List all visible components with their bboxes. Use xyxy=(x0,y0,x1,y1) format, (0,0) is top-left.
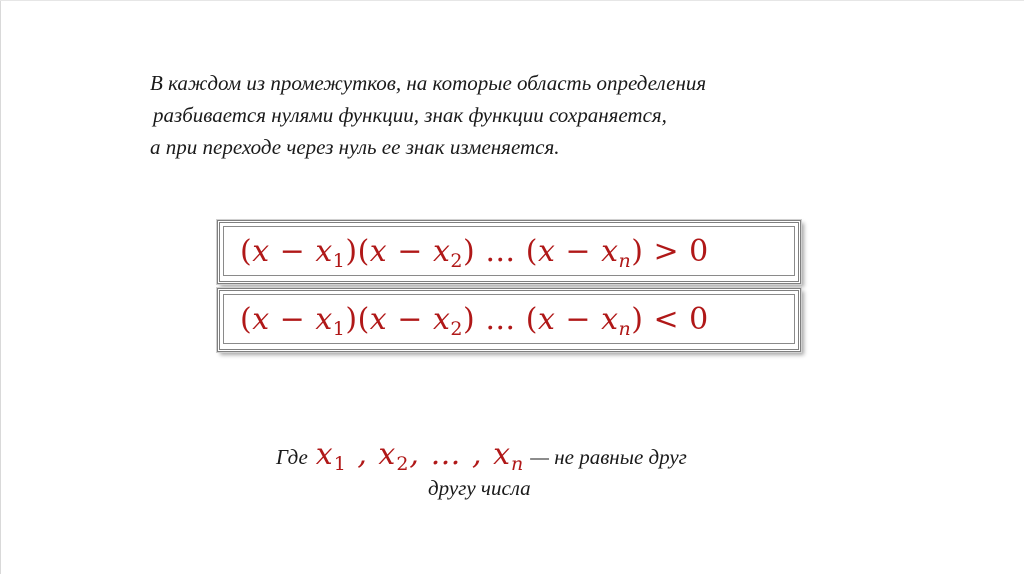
inequality-box-less xyxy=(217,288,801,352)
formula-var: x xyxy=(315,301,333,337)
inequality-formula xyxy=(240,301,709,340)
formula-var: x xyxy=(252,301,270,337)
formula-part: − xyxy=(387,301,433,337)
formula-part: ( xyxy=(240,301,253,337)
root-var: x xyxy=(378,437,397,472)
root-subscript: 2 xyxy=(396,453,410,475)
roots-note-line xyxy=(276,437,776,475)
root-var: x xyxy=(315,437,334,472)
intro-line: разбивается нулями функции, знак функции сохраняется, xyxy=(153,103,667,127)
roots-list xyxy=(315,437,525,475)
formula-part: − xyxy=(555,233,602,269)
slide-edge xyxy=(0,0,1,574)
formula-subscript: 2 xyxy=(450,249,463,272)
formula-var: x xyxy=(601,301,619,337)
intro-paragraph xyxy=(150,67,910,163)
inequality-box-greater xyxy=(217,220,801,284)
inequality-frame xyxy=(223,294,795,344)
note-suffix: — не равные друг xyxy=(530,445,687,469)
slide-edge xyxy=(0,0,1024,1)
formula-subscript: 1 xyxy=(332,249,346,272)
inequality-frame xyxy=(223,226,795,276)
root-separator: , xyxy=(346,437,379,472)
formula-part: ) > 0 xyxy=(631,233,709,269)
formula-part: ) < 0 xyxy=(631,301,709,337)
formula-part: )( xyxy=(345,301,370,337)
formula-part: − xyxy=(269,233,316,269)
roots-note xyxy=(276,437,776,501)
formula-part: ) … ( xyxy=(462,233,538,269)
root-subscript: 1 xyxy=(333,453,347,475)
formula-var: x xyxy=(369,233,388,269)
root-separator: , … , xyxy=(409,437,494,472)
root-subscript: n xyxy=(511,453,525,475)
intro-line: В каждом из промежутков, на которые область определения xyxy=(150,71,707,95)
formula-subscript: 1 xyxy=(332,317,346,340)
note-prefix: Где xyxy=(276,445,308,469)
formula-part: ) … ( xyxy=(462,301,538,337)
formula-var: x xyxy=(537,301,556,337)
formula-part: − xyxy=(387,233,433,269)
formula-var: x xyxy=(601,233,619,269)
formula-var: x xyxy=(252,233,270,269)
formula-var: x xyxy=(369,301,388,337)
intro-line: а при переходе через нуль ее знак изменяется. xyxy=(150,135,560,159)
formula-part: )( xyxy=(345,233,370,269)
formula-part: − xyxy=(555,301,602,337)
inequality-formula xyxy=(240,233,709,272)
formula-part: ( xyxy=(240,233,253,269)
formula-var: x xyxy=(432,233,451,269)
formula-part: − xyxy=(269,301,316,337)
roots-note-line: другу числа xyxy=(428,476,531,500)
formula-var: x xyxy=(537,233,556,269)
formula-var: x xyxy=(315,233,333,269)
formula-subscript: n xyxy=(618,249,632,272)
formula-var: x xyxy=(432,301,451,337)
root-var: x xyxy=(493,437,512,472)
formula-subscript: 2 xyxy=(450,317,463,340)
formula-subscript: n xyxy=(618,317,632,340)
